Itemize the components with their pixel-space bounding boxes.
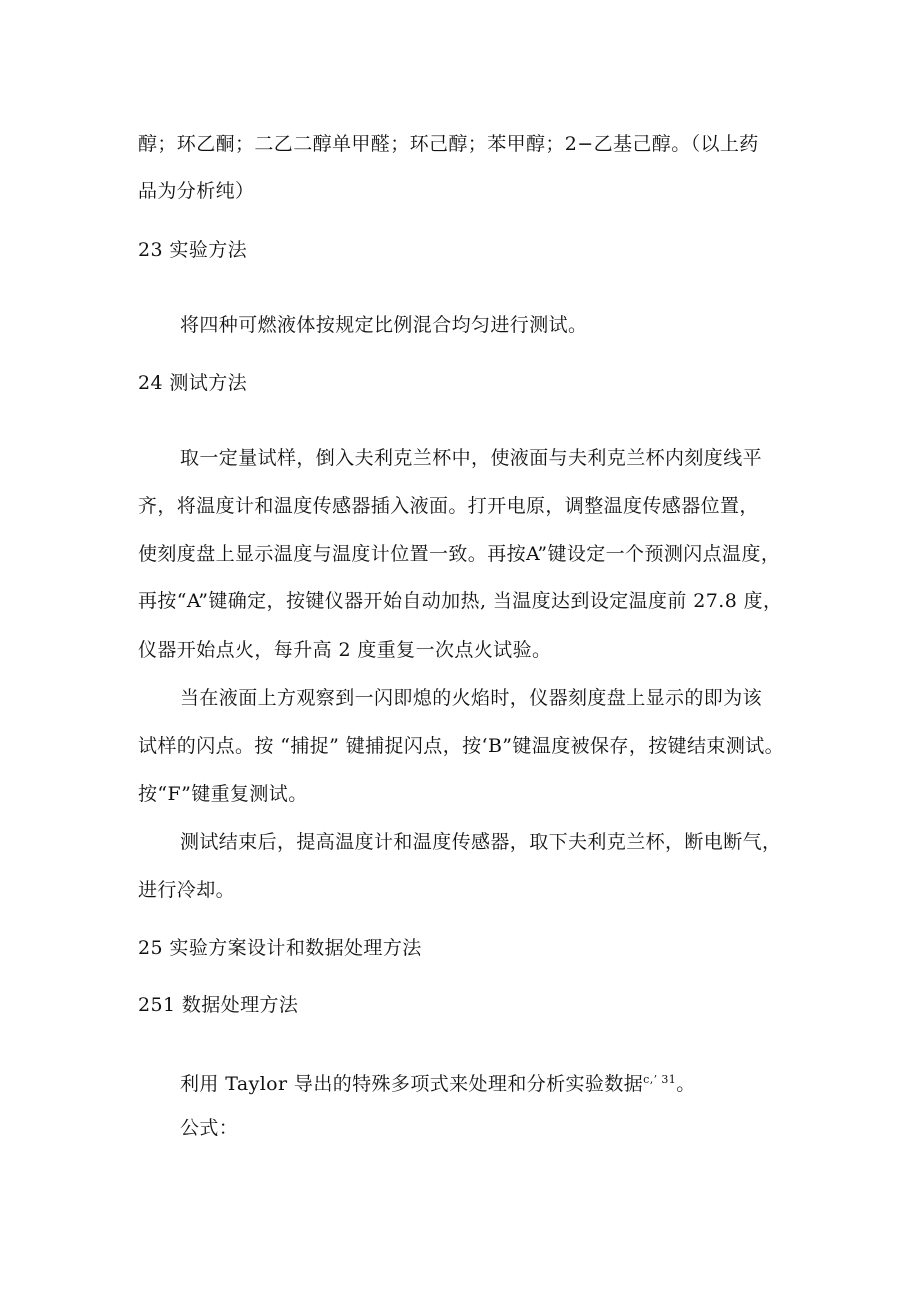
- formula-label: 公式：: [180, 1117, 239, 1139]
- subsection-heading: 251 数据处理方法: [138, 994, 299, 1016]
- body-text-line: 试样的闪点。按 “捕捉” 键捕捉闪点，按‘B”键温度被保存，按键结束测试。: [138, 735, 785, 757]
- body-text-line: 品为分析纯）: [138, 180, 255, 202]
- body-text-line: 进行冷却。: [138, 879, 236, 901]
- body-text-line: 取一定量试样，倒入夫利克兰杯中，使液面与夫利克兰杯内刻度线平: [180, 447, 763, 469]
- section-heading: 23 实验方法: [138, 239, 248, 261]
- body-text-line: 当在液面上方观察到一闪即熄的火焰时，仪器刻度盘上显示的即为该: [180, 687, 763, 709]
- body-text-line: 仪器开始点火，每升高 2 度重复一次点火试验。: [138, 639, 552, 661]
- body-text-line: [180, 1067, 696, 1097]
- body-text-line: 使刻度盘上显示温度与温度计位置一致。再按A”键设定一个预测闪点温度，: [138, 543, 781, 565]
- citation-text: 利用 Taylor 导出的特殊多项式来处理和分析实验数据: [180, 1073, 644, 1095]
- section-heading: 24 测试方法: [138, 372, 248, 394]
- section-heading: 25 实验方案设计和数据处理方法: [138, 937, 422, 959]
- body-text-line: 再按“A”键确定，按键仪器开始自动加热, 当温度达到设定温度前 27.8 度，: [138, 590, 783, 612]
- citation-superscript: c,’ 31: [643, 1073, 677, 1086]
- body-text-line: 齐，将温度计和温度传感器插入液面。打开电原，调整温度传感器位置，: [138, 495, 759, 517]
- body-text-line: 将四种可燃液体按规定比例混合均匀进行测试。: [180, 314, 588, 336]
- body-text-line: 测试结束后，提高温度计和温度传感器，取下夫利克兰杯，断电断气，: [180, 831, 782, 853]
- sentence-end: 。: [676, 1073, 696, 1095]
- body-text-line: 醇；环乙酮；二乙二醇单甲醛；环己醇；苯甲醇；2−乙基己醇。（以上药: [138, 133, 759, 155]
- body-text-line: 按“F”键重复测试。: [138, 783, 308, 805]
